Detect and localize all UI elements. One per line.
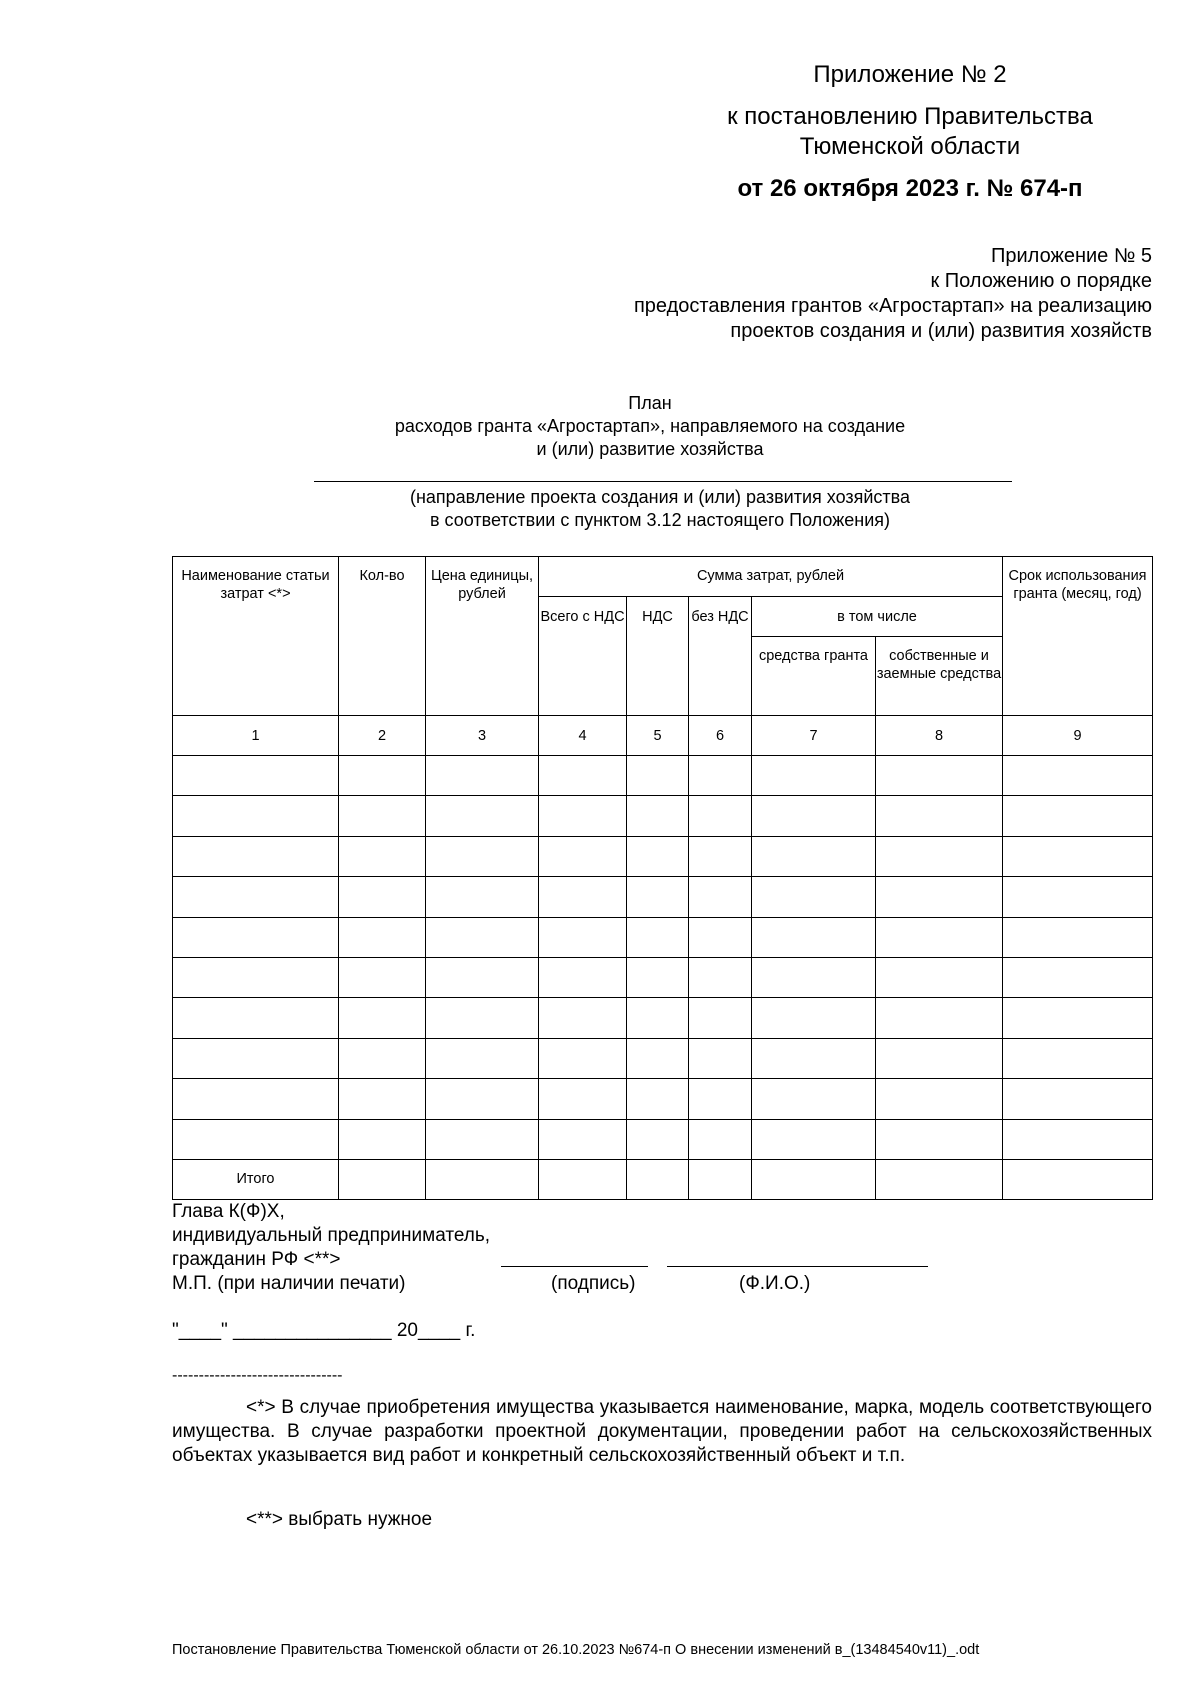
table-cell[interactable]: [426, 796, 539, 836]
table-cell[interactable]: [876, 998, 1003, 1038]
column-number: 8: [876, 716, 1003, 756]
table-cell[interactable]: [339, 998, 426, 1038]
table-cell[interactable]: [426, 756, 539, 796]
table-cell[interactable]: [627, 1159, 689, 1199]
table-cell[interactable]: [627, 1038, 689, 1078]
table-cell[interactable]: [1003, 836, 1153, 876]
table-cell[interactable]: [752, 957, 876, 997]
table-row: [173, 836, 1153, 876]
table-cell[interactable]: [1003, 917, 1153, 957]
column-number: 4: [539, 716, 627, 756]
table-cell[interactable]: [689, 877, 752, 917]
total-label: Итого: [173, 1159, 339, 1199]
table-cell[interactable]: [752, 836, 876, 876]
table-cell[interactable]: [689, 796, 752, 836]
table-cell[interactable]: [339, 1038, 426, 1078]
table-cell[interactable]: [876, 796, 1003, 836]
table-cell[interactable]: [173, 796, 339, 836]
table-cell[interactable]: [339, 1079, 426, 1119]
table-row: [173, 877, 1153, 917]
table-cell[interactable]: [539, 1159, 627, 1199]
appendix2-title: Приложение № 2: [813, 61, 1007, 88]
table-cell[interactable]: [339, 836, 426, 876]
note-2: <**> выбрать нужное: [246, 1509, 433, 1530]
table-cell[interactable]: [1003, 1159, 1153, 1199]
table-cell[interactable]: [876, 836, 1003, 876]
name-caption: (Ф.И.О.): [739, 1273, 811, 1294]
column-number: 7: [752, 716, 876, 756]
table-cell[interactable]: [1003, 877, 1153, 917]
column-number: 6: [689, 716, 752, 756]
table-cell[interactable]: [876, 917, 1003, 957]
header-without-vat: без НДС: [689, 597, 752, 716]
table-cell[interactable]: [752, 1079, 876, 1119]
table-cell[interactable]: [539, 1079, 627, 1119]
header-vat: НДС: [627, 597, 689, 716]
table-cell[interactable]: [539, 756, 627, 796]
table-cell[interactable]: [1003, 957, 1153, 997]
table-cell[interactable]: [752, 796, 876, 836]
appendix2-line1: к постановлению Правительства: [727, 103, 1093, 130]
table-cell[interactable]: [689, 836, 752, 876]
table-cell[interactable]: [689, 1159, 752, 1199]
column-number-row: [173, 716, 1153, 756]
table-row: [173, 957, 1153, 997]
header-item-name: Наименование статьи затрат <*>: [173, 557, 339, 716]
table-cell[interactable]: [426, 1038, 539, 1078]
appendix5-line2: предоставления грантов «Агростартап» на реализацию: [633, 295, 1152, 317]
table-cell[interactable]: [339, 756, 426, 796]
table-cell[interactable]: [627, 877, 689, 917]
table-cell[interactable]: [539, 836, 627, 876]
table-row: [173, 1038, 1153, 1078]
table-cell[interactable]: [689, 957, 752, 997]
table-cell[interactable]: [876, 1079, 1003, 1119]
column-number: 1: [173, 716, 339, 756]
table-cell[interactable]: [539, 917, 627, 957]
table-cell[interactable]: [1003, 756, 1153, 796]
header-unit-price: Цена единицы, рублей: [426, 557, 539, 716]
table-row: [173, 756, 1153, 796]
table-cell[interactable]: [173, 1119, 339, 1159]
table-cell[interactable]: [876, 1119, 1003, 1159]
appendix5-line3: проектов создания и (или) развития хозяйств: [730, 320, 1152, 342]
table-cell[interactable]: [1003, 796, 1153, 836]
table-cell[interactable]: [1003, 1079, 1153, 1119]
table-cell[interactable]: [539, 998, 627, 1038]
table-cell[interactable]: [689, 917, 752, 957]
table-cell[interactable]: [876, 756, 1003, 796]
header-usage-term: Срок использования гранта (месяц, год): [1003, 557, 1153, 716]
table-cell[interactable]: [752, 756, 876, 796]
table-cell[interactable]: [339, 957, 426, 997]
header-cost-sum: Сумма затрат, рублей: [539, 557, 1003, 597]
signature-line3: гражданин РФ <**>: [172, 1249, 341, 1270]
signature-line1: Глава К(Ф)Х,: [172, 1201, 285, 1222]
plan-caption-line2: в соответствии с пунктом 3.12 настоящего Положения): [429, 510, 890, 530]
table-cell[interactable]: [339, 877, 426, 917]
table-cell[interactable]: [539, 796, 627, 836]
table-cell[interactable]: [173, 917, 339, 957]
signature-caption: (подпись): [551, 1273, 636, 1294]
column-number: 3: [426, 716, 539, 756]
appendix2-date: от 26 октября 2023 г. № 674-п: [737, 175, 1083, 202]
table-cell[interactable]: [752, 1038, 876, 1078]
table-cell[interactable]: [627, 957, 689, 997]
table-row: [173, 998, 1153, 1038]
table-cell[interactable]: [627, 796, 689, 836]
table-cell[interactable]: [752, 998, 876, 1038]
table-cell[interactable]: [876, 957, 1003, 997]
table-cell[interactable]: [689, 1079, 752, 1119]
expense-table: [172, 556, 1153, 1200]
plan-line2: и (или) развитие хозяйства: [536, 439, 764, 459]
table-cell[interactable]: [627, 1079, 689, 1119]
table-cell[interactable]: [426, 998, 539, 1038]
direction-fill-line: [314, 481, 1012, 482]
table-cell[interactable]: [876, 1038, 1003, 1078]
table-cell[interactable]: [426, 1079, 539, 1119]
table-cell[interactable]: [752, 1119, 876, 1159]
table-cell[interactable]: [876, 1159, 1003, 1199]
notes-separator: --------------------------------: [172, 1367, 343, 1384]
table-cell[interactable]: [752, 917, 876, 957]
header-own-funds: собственные и заемные средства: [876, 637, 1003, 716]
table-cell[interactable]: [752, 877, 876, 917]
table-cell[interactable]: [689, 756, 752, 796]
table-cell[interactable]: [339, 917, 426, 957]
table-cell[interactable]: [426, 957, 539, 997]
name-fill-line: [667, 1266, 928, 1267]
appendix5-line1: к Положению о порядке: [930, 270, 1152, 292]
table-cell[interactable]: [689, 998, 752, 1038]
plan-title: План: [628, 393, 672, 413]
table-cell[interactable]: [689, 1038, 752, 1078]
table-cell[interactable]: [173, 998, 339, 1038]
table-row: [173, 1079, 1153, 1119]
table-cell[interactable]: [627, 756, 689, 796]
table-cell[interactable]: [173, 877, 339, 917]
date-line: "____" _______________ 20____ г.: [172, 1320, 476, 1341]
table-cell[interactable]: [173, 1079, 339, 1119]
table-cell[interactable]: [627, 1119, 689, 1159]
appendix2-line2: Тюменской области: [799, 133, 1021, 160]
table-cell[interactable]: [1003, 1038, 1153, 1078]
table-cell[interactable]: [426, 917, 539, 957]
total-row: [173, 1159, 1153, 1199]
table-cell[interactable]: [539, 1119, 627, 1159]
signature-line4: М.П. (при наличии печати): [172, 1273, 406, 1294]
plan-caption-line1: (направление проекта создания и (или) развития хозяйства: [409, 487, 911, 507]
appendix5-title: Приложение № 5: [991, 245, 1152, 267]
table-cell[interactable]: [1003, 998, 1153, 1038]
table-row: [173, 917, 1153, 957]
table-cell[interactable]: [426, 877, 539, 917]
table-cell[interactable]: [627, 998, 689, 1038]
table-cell[interactable]: [539, 957, 627, 997]
document-footer: Постановление Правительства Тюменской области от 26.10.2023 №674-п О внесении изменений в_(13484540v11)_.odt: [172, 1642, 980, 1658]
table-cell[interactable]: [689, 1119, 752, 1159]
signature-line2: индивидуальный предприниматель,: [172, 1225, 491, 1246]
table-row: [173, 1119, 1153, 1159]
note-1: <*> В случае приобретения имущества указывается наименование, марка, модель соответствующего имущества. В случае разработки проектной документации, проведении работ на сельскохозяйственных объектах указывается вид работ и конкретный сельскохозяйственный объект и т.п.: [172, 1397, 1152, 1466]
table-cell[interactable]: [426, 1119, 539, 1159]
table-cell[interactable]: [1003, 1119, 1153, 1159]
column-number: 5: [627, 716, 689, 756]
table-cell[interactable]: [339, 1119, 426, 1159]
column-number: 2: [339, 716, 426, 756]
signature-fill-line: [501, 1266, 648, 1267]
table-cell[interactable]: [539, 877, 627, 917]
table-row: [173, 796, 1153, 836]
table-cell[interactable]: [426, 1159, 539, 1199]
table-cell[interactable]: [752, 1159, 876, 1199]
table-cell[interactable]: [173, 756, 339, 796]
header-including: в том числе: [752, 597, 1003, 637]
table-cell[interactable]: [539, 1038, 627, 1078]
table-cell[interactable]: [876, 877, 1003, 917]
table-cell[interactable]: [173, 957, 339, 997]
plan-line1: расходов гранта «Агростартап», направляемого на создание: [394, 416, 906, 436]
header-grant-funds: средства гранта: [752, 637, 876, 716]
header-quantity: Кол-во: [339, 557, 426, 716]
table-cell[interactable]: [339, 796, 426, 836]
table-cell[interactable]: [627, 836, 689, 876]
table-cell[interactable]: [339, 1159, 426, 1199]
table-cell[interactable]: [173, 1038, 339, 1078]
table-cell[interactable]: [426, 836, 539, 876]
header-total-with-vat: Всего с НДС: [539, 597, 627, 716]
table-cell[interactable]: [627, 917, 689, 957]
table-cell[interactable]: [173, 836, 339, 876]
column-number: 9: [1003, 716, 1153, 756]
